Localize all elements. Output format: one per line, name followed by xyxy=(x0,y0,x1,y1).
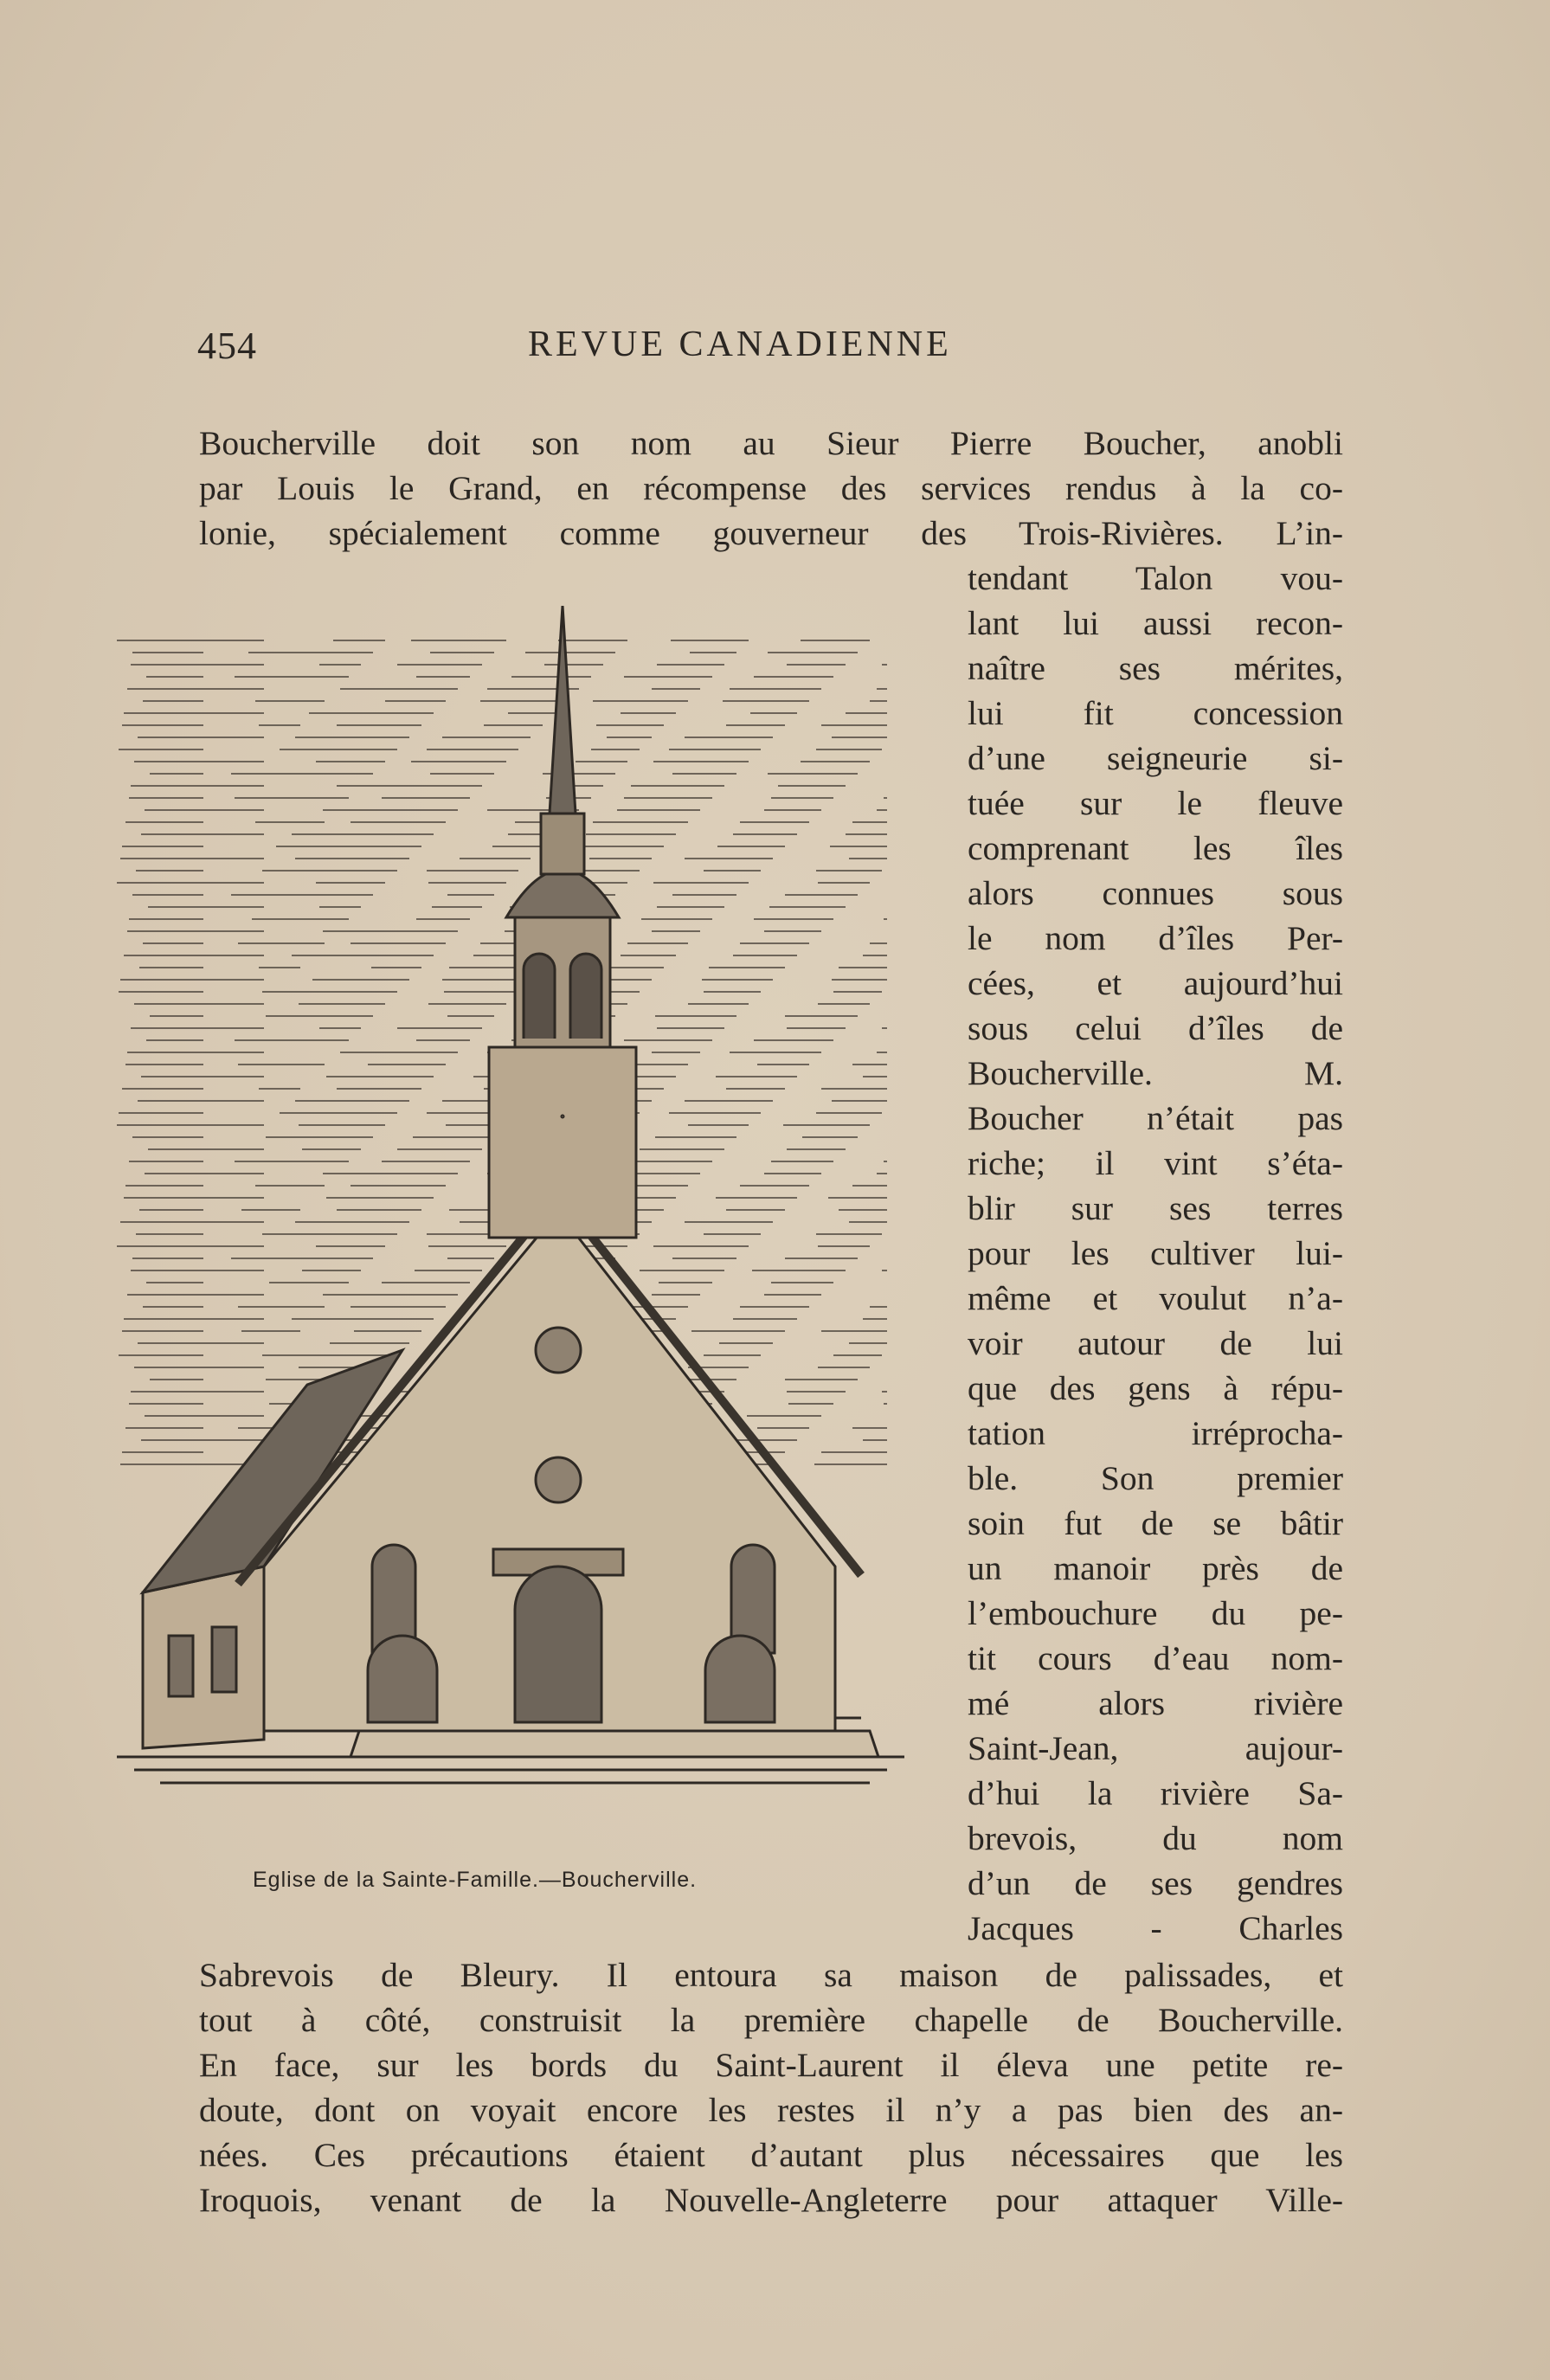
text-line: Boucher n’était pas xyxy=(968,1099,1343,1137)
text-line: tation irréprocha- xyxy=(968,1414,1343,1452)
figure-caption: Eglise de la Sainte-Famille.—Boucherville. xyxy=(253,1868,698,1892)
running-title: REVUE CANADIENNE xyxy=(528,325,952,364)
text-line: tout à côté, construisit la première chapelle de Boucherville. xyxy=(199,2001,1343,2039)
text-line: mé alors rivière xyxy=(968,1684,1343,1722)
text-line: d’un de ses gendres xyxy=(968,1864,1343,1902)
page-header xyxy=(197,324,1348,376)
text-line: lui fit concession xyxy=(968,694,1343,732)
text-line: blir sur ses terres xyxy=(968,1189,1343,1227)
text-line: Saint-Jean, aujour- xyxy=(968,1729,1343,1767)
text-line: cées, et aujourd’hui xyxy=(968,964,1343,1002)
text-line: sous celui d’îles de xyxy=(968,1009,1343,1047)
text-line: d’hui la rivière Sa- xyxy=(968,1774,1343,1812)
text-line: l’embouchure du pe- xyxy=(968,1594,1343,1632)
text-line: tendant Talon vou- xyxy=(968,559,1343,597)
text-line: même et voulut n’a- xyxy=(968,1279,1343,1317)
text-line: voir autour de lui xyxy=(968,1324,1343,1362)
text-line: tuée sur le fleuve xyxy=(968,784,1343,822)
text-line: soin fut de se bâtir xyxy=(968,1504,1343,1542)
text-line: En face, sur les bords du Saint-Laurent il éleva une petite re- xyxy=(199,2046,1343,2084)
text-line: comprenant les îles xyxy=(968,829,1343,867)
text-line: lonie, spécialement comme gouverneur des Trois-Rivières. L’in- xyxy=(199,514,1343,552)
text-line: Iroquois, venant de la Nouvelle-Angleterre pour attaquer Ville- xyxy=(199,2181,1343,2219)
text-line: nées. Ces précautions étaient d’autant plus nécessaires que les xyxy=(199,2136,1343,2174)
text-line: Boucherville. M. xyxy=(968,1054,1343,1092)
text-line: tit cours d’eau nom- xyxy=(968,1639,1343,1677)
text-line: par Louis le Grand, en récompense des services rendus à la co- xyxy=(199,469,1343,507)
text-line: pour les cultiver lui- xyxy=(968,1234,1343,1272)
text-line: brevois, du nom xyxy=(968,1819,1343,1857)
text-line: riche; il vint s’éta- xyxy=(968,1144,1343,1182)
text-line: alors connues sous xyxy=(968,874,1343,912)
text-line: un manoir près de xyxy=(968,1549,1343,1587)
text-line: doute, dont on voyait encore les restes il n’y a pas bien des an- xyxy=(199,2091,1343,2129)
text-line: lant lui aussi recon- xyxy=(968,604,1343,642)
text-line: que des gens à répu- xyxy=(968,1369,1343,1407)
text-line: Sabrevois de Bleury. Il entoura sa maison de palissades, et xyxy=(199,1956,1343,1994)
page-number: 454 xyxy=(197,325,257,367)
text-line: d’une seigneurie si- xyxy=(968,739,1343,777)
text-line: naître ses mérites, xyxy=(968,649,1343,687)
text-line: Boucherville doit son nom au Sieur Pierre Boucher, anobli xyxy=(199,424,1343,462)
text-line: le nom d’îles Per- xyxy=(968,919,1343,957)
text-line: Jacques - Charles xyxy=(968,1909,1343,1947)
text-line: ble. Son premier xyxy=(968,1459,1343,1497)
church-illustration xyxy=(108,606,913,1826)
